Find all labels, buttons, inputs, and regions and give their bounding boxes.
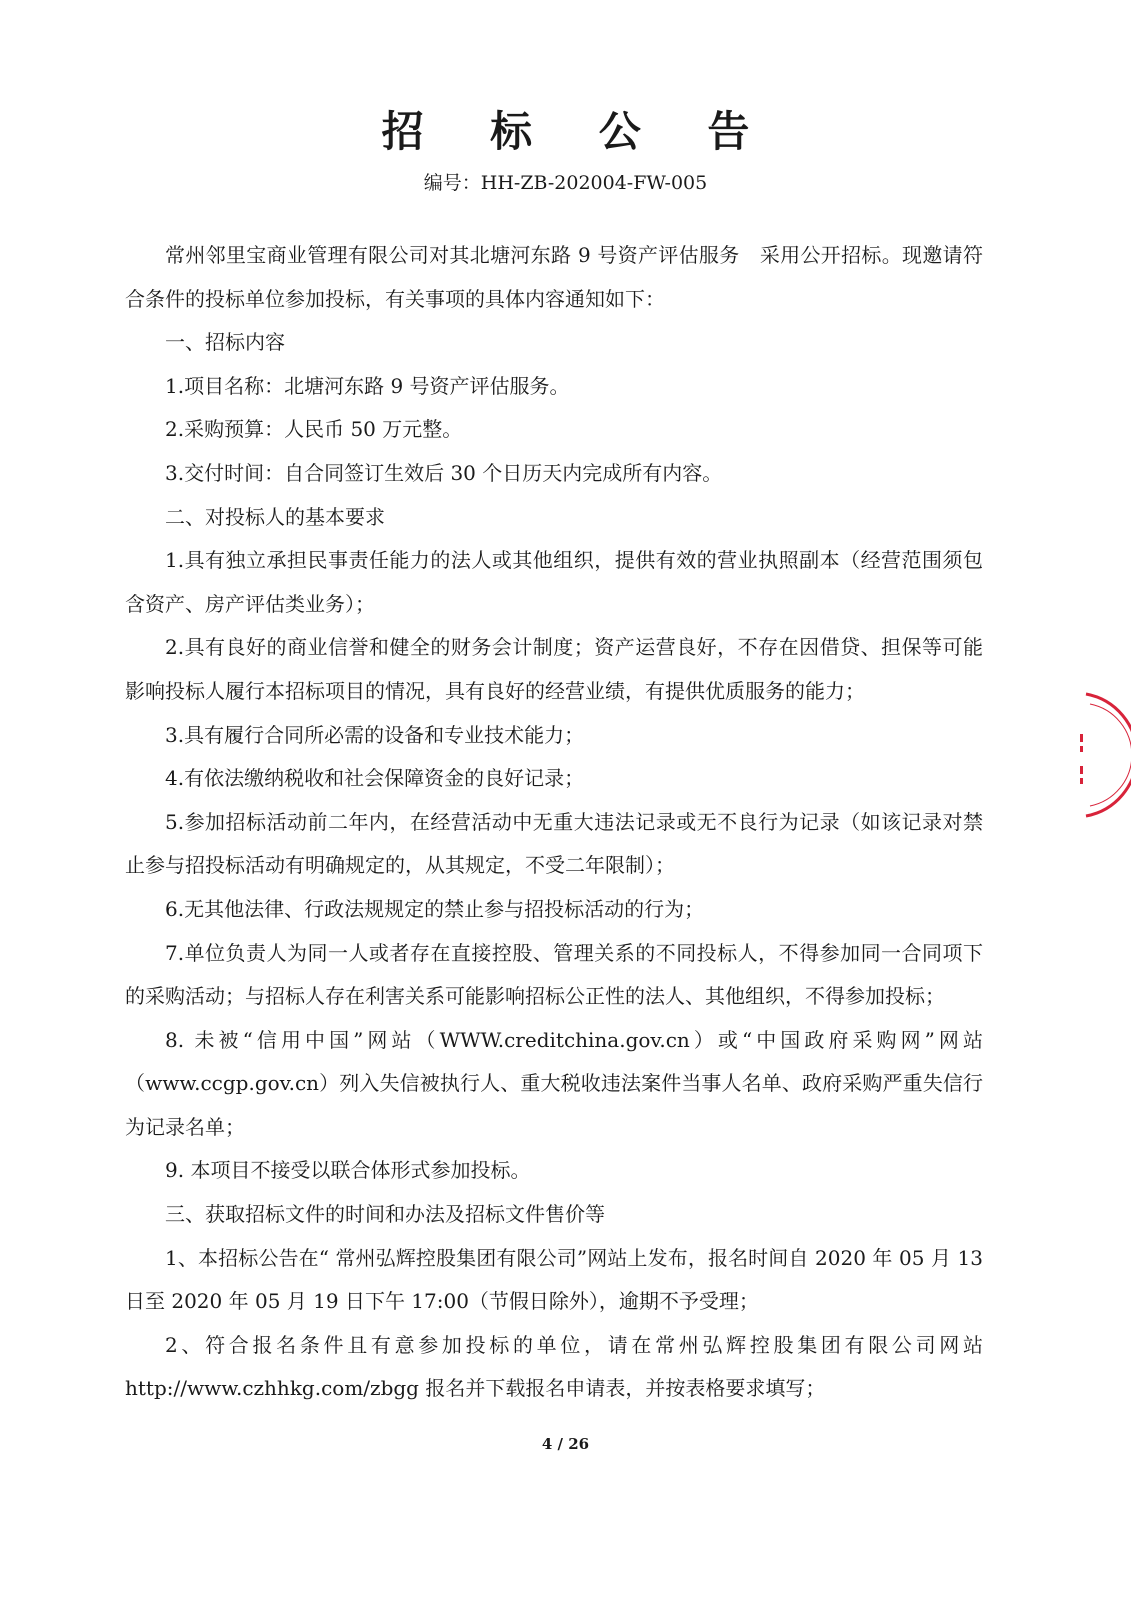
- list-item: 2.具有良好的商业信誉和健全的财务会计制度；资产运营良好，不存在因借贷、担保等可能影响投标人履行本招标项目的情况，具有良好的经营业绩，有提供优质服务的能力；: [125, 635, 983, 703]
- seal-ring: [1086, 694, 1131, 816]
- section-heading-3: 三、获取招标文件的时间和办法及招标文件售价等: [165, 1202, 605, 1227]
- list-item: 3.具有履行合同所必需的设备和专业技术能力；: [165, 722, 585, 747]
- list-item: 5.参加招标活动前二年内，在经营活动中无重大违法记录或无不良行为记录（如该记录对禁止参与招投标活动有明确规定的，从其规定，不受二年限制）；: [125, 809, 983, 878]
- list-item: 1、本招标公告在“ 常州弘辉控股集团有限公司”网站上发布，报名时间自 2020 年 05 月 13 日至 2020 年 05 月 19 日下午 17:00（节假日除外），逾期不予受理；: [125, 1245, 983, 1314]
- seal-marks: [1080, 734, 1083, 784]
- list-item: 8. 未被“信用中国”网站（WWW.creditchina.gov.cn）或“中国政府采购网”网站（www.ccgp.gov.cn）列入失信被执行人、重大税收违法案件当事人名单、政府采购严重失信行为记录名单；: [125, 1027, 983, 1139]
- list-item: 3.交付时间：自合同签订生效后 30 个日历天内完成所有内容。: [165, 460, 723, 485]
- document-title: 招 标 公 告: [381, 107, 776, 156]
- list-item: 6.无其他法律、行政法规规定的禁止参与招投标活动的行为；: [165, 896, 705, 921]
- list-item: 4.有依法缴纳税收和社会保障资金的良好记录；: [165, 766, 585, 791]
- section-heading-2: 二、对投标人的基本要求: [165, 504, 385, 529]
- list-item: 1.具有独立承担民事责任能力的法人或其他组织，提供有效的营业执照副本（经营范围须包含资产、房产评估类业务）；: [125, 548, 983, 616]
- list-item: 7.单位负责人为同一人或者存在直接控股、管理关系的不同投标人，不得参加同一合同项下的采购活动；与招标人存在利害关系可能影响招标公正性的法人、其他组织，不得参加投标；: [125, 940, 983, 1009]
- official-seal-fragment: [1066, 690, 1131, 820]
- document-number: 编号：HH-ZB-202004-FW-005: [423, 172, 708, 194]
- document-body: [125, 234, 983, 1411]
- intro-paragraph: 常州邻里宝商业管理有限公司对其北塘河东路 9 号资产评估服务 采用公开招标。现邀请符合条件的投标单位参加投标，有关事项的具体内容通知如下：: [125, 243, 983, 311]
- list-item: 9. 本项目不接受以联合体形式参加投标。: [165, 1158, 531, 1183]
- list-item: 2、符合报名条件且有意参加投标的单位，请在常州弘辉控股集团有限公司网站 http://www.czhhkg.com/zbgg 报名并下载报名申请表，并按表格要求填写；: [125, 1332, 983, 1401]
- section-heading-1: 一、招标内容: [165, 330, 285, 355]
- list-item: 1.项目名称：北塘河东路 9 号资产评估服务。: [165, 373, 570, 398]
- list-item: 2.采购预算：人民币 50 万元整。: [165, 417, 463, 442]
- page-number: 4 / 26: [541, 1435, 590, 1453]
